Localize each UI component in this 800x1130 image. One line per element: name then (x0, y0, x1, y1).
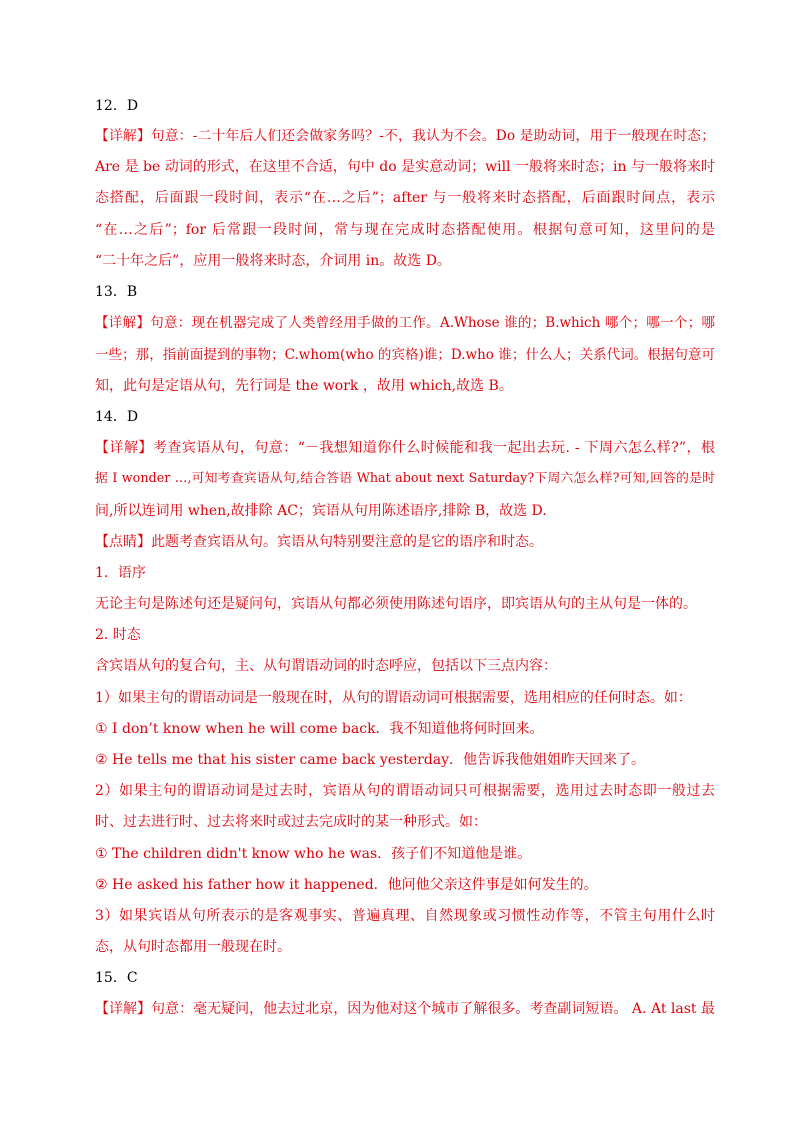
q15-detail-line-1: 【详解】句意：毫无疑问，他去过北京，因为他对这个城市了解很多。考查副词短语。 A. At last 最 (95, 1001, 715, 1017)
q14-note-line: 态，从句时态都用一般现在时。 (95, 939, 291, 955)
q14-note-line: 3）如果宾语从句所表示的是客观事实、普遍真理、自然现象或习惯性动作等，不管主句用什么时 (95, 908, 715, 924)
q14-note-heading-tense: 2. 时态 (95, 627, 141, 643)
q13-detail-line-1: 【详解】句意：现在机器完成了人类曾经用手做的工作。A.Whose 谁的；B.which 哪个；哪一个；哪 (95, 315, 715, 331)
q14-note-line: 1）如果主句的谓语动词是一般现在时，从句的谓语动词可根据需要，选用相应的任何时态。如： (95, 690, 692, 706)
q14-note-example: ① The children didn't know who he was．孩子们不知道他是谁。 (95, 846, 532, 862)
q12-detail-line-5: “二十年之后”，应用一般将来时态，介词用 in。故选 D。 (95, 253, 451, 269)
q14-note-line: 2）如果主句的谓语动词是过去时，宾语从句的谓语动词只可根据需要，选用过去时态即一般过去 (95, 783, 715, 799)
q14-detail-line-2: 据 I wonder …,可知考查宾语从句,结合答语 What about next Saturday?下周六怎么样?可知,回答的是时 (95, 471, 715, 486)
q12-detail-line-3: 态搭配，后面跟一段时间，表示“在…之后”；after 与一般将来时态搭配，后面跟时间点，表示 (95, 190, 715, 206)
q14-note-line: 含宾语从句的复合句，主、从句谓语动词的时态呼应，包括以下三点内容： (95, 658, 557, 674)
q15-answer-number: 15．C (95, 970, 138, 986)
q12-answer-number: 12．D (95, 98, 139, 114)
q13-answer-number: 13．B (95, 284, 138, 300)
q14-note-heading-word-order: 1．语序 (95, 565, 146, 581)
q14-comment: 【点睛】此题考查宾语从句。宾语从句特别要注意的是它的语序和时态。 (95, 534, 543, 550)
q14-answer-number: 14．D (95, 409, 139, 425)
q12-detail-line-2: Are 是 be 动词的形式，在这里不合适，句中 do 是实意动词；will 一般将来时态；in 与一般将来时 (95, 159, 715, 175)
q12-detail-line-4: “在…之后”；for 后常跟一段时间，常与现在完成时态搭配使用。根据句意可知，这里问的是 (95, 222, 715, 238)
q13-detail-line-2: 一些；那，指前面提到的事物；C.whom(who 的宾格)谁；D.who 谁；什么人；关系代词。根据句意可 (95, 347, 715, 363)
q14-note-example: ① I don’t know when he will come back．我不知道他将何时回来。 (95, 721, 544, 737)
q14-note-line: 时、过去进行时、过去将来时或过去完成时的某一种形式。如： (95, 814, 487, 830)
q14-detail-line-3: 间,所以连词用 when,故排除 AC；宾语从句用陈述语序,排除 B，故选 D. (95, 503, 547, 519)
q14-detail-line-1: 【详解】考查宾语从句，句意：“－我想知道你什么时候能和我一起出去玩. - 下周六怎么样?”，根 (95, 440, 715, 456)
q14-note-example: ② He asked his father how it happened．他问他父亲这件事是如何发生的。 (95, 877, 598, 893)
q13-detail-line-3: 知，此句是定语从句，先行词是 the work ，故用 which,故选 B。 (95, 378, 513, 394)
q12-detail-line-1: 【详解】句意：-二十年后人们还会做家务吗？-不，我认为不会。Do 是助动词，用于一般现在时态； (95, 128, 715, 144)
q14-note-example: ② He tells me that his sister came back yesterday．他告诉我他姐姐昨天回来了。 (95, 752, 646, 768)
q14-note-line: 无论主句是陈述句还是疑问句，宾语从句都必须使用陈述句语序，即宾语从句的主从句是一体的。 (95, 596, 697, 612)
